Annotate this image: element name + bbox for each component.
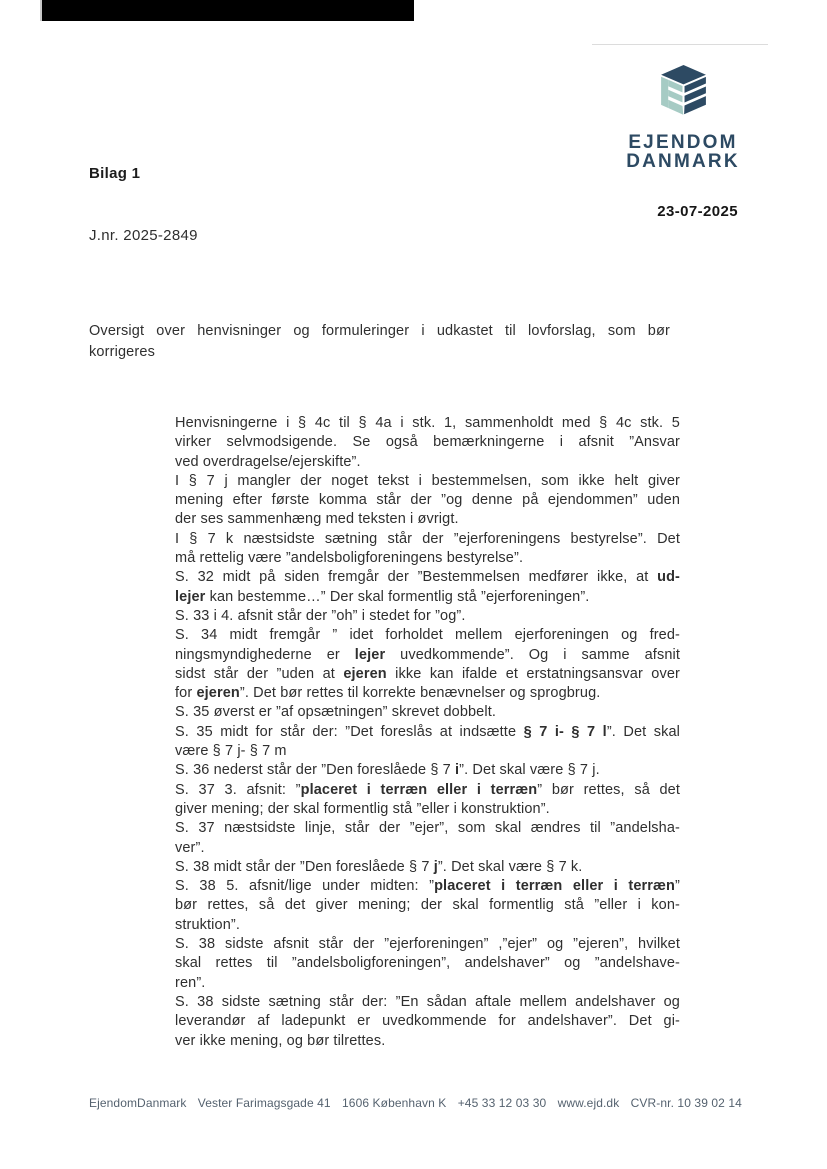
body-line: ren”. bbox=[175, 974, 206, 991]
body-line: virker selvmodsigende. Se også bemærkningerne i afsnit ”Ansvar bbox=[175, 434, 680, 451]
body-line: for ejeren”. Det bør rettes til korrekte benævnelser og sprogbrug. bbox=[175, 685, 601, 702]
body-line: S. 33 i 4. afsnit står der ”oh” i stedet for ”og”. bbox=[175, 607, 466, 624]
body-line: ver”. bbox=[175, 839, 205, 856]
attachment-label: Bilag 1 bbox=[89, 165, 141, 182]
body-line: Henvisningerne i § 4c til § 4a i stk. 1, sammenholdt med § 4c stk. 5 bbox=[175, 415, 680, 431]
footer bbox=[89, 1096, 742, 1110]
redaction-bar bbox=[40, 0, 414, 21]
body-line: ved overdragelse/ejerskifte”. bbox=[175, 453, 361, 470]
body-line: skal rettes til ”andelsboligforeningen”, andelshaver” og ”andelshave- bbox=[175, 955, 680, 972]
logo bbox=[610, 64, 756, 171]
footer-item: EjendomDanmark bbox=[89, 1096, 187, 1110]
body-line: S. 37 3. afsnit: ”placeret i terræn eller i terræn” bør rettes, så det bbox=[175, 781, 681, 798]
body-line: S. 38 sidste sætning står der: ”En sådan aftale mellem andelshaver og bbox=[175, 993, 680, 1010]
body-line: S. 38 midt står der ”Den foreslåede § 7 j”. Det skal være § 7 k. bbox=[175, 858, 583, 875]
body-line: S. 32 midt på siden fremgår der ”Bestemmelsen medfører ikke, at ud- bbox=[175, 569, 680, 586]
body-line: giver mening; der skal formentlig stå ”eller i konstruktion”. bbox=[175, 800, 550, 817]
body-line: være § 7 j- § 7 m bbox=[175, 743, 287, 760]
footer-item: 1606 København K bbox=[342, 1096, 447, 1110]
body-line: S. 37 næstsidste linje, står der ”ejer”, som skal ændres til ”andelsha- bbox=[175, 820, 680, 837]
body-line: mening efter første komma står der ”og denne på ejendommen” uden bbox=[175, 492, 680, 509]
body-line: ningsmyndighederne er lejer uvedkommende”. Og i samme afsnit bbox=[175, 646, 681, 663]
body-line: der ses sammenhæng med teksten i øvrigt. bbox=[175, 511, 459, 528]
body-line: sidst står der ”uden at ejeren ikke kan ifalde et erstatningsansvar over bbox=[175, 665, 680, 682]
top-right-divider bbox=[592, 44, 768, 45]
body-line: bør rettes, så det giver mening; der skal formentlig stå ”eller i kon- bbox=[175, 897, 680, 914]
logo-wordmark-line2: DANMARK bbox=[626, 151, 740, 172]
footer-item: +45 33 12 03 30 bbox=[457, 1096, 547, 1110]
body-line: må rettelig være ”andelsboligforeningens bestyrelse”. bbox=[175, 550, 524, 567]
body-line: I § 7 k næstsidste sætning står der ”ejerforeningens bestyrelse”. Det bbox=[175, 530, 680, 547]
body-line: ver ikke mening, og bør tilrettes. bbox=[175, 1032, 386, 1049]
body-line: S. 34 midt fremgår ” idet forholdet mellem ejerforeningen og fred- bbox=[175, 627, 680, 644]
footer-item: Vester Farimagsgade 41 bbox=[197, 1096, 331, 1110]
body-line: S. 35 øverst er ”af opsætningen” skrevet dobbelt. bbox=[175, 704, 497, 721]
footer-item: www.ejd.dk bbox=[557, 1096, 620, 1110]
document-date: 23-07-2025 bbox=[657, 203, 738, 220]
body-line: I § 7 j mangler der noget tekst i bestemmelsen, som ikke helt giver bbox=[175, 472, 680, 489]
body-line: S. 35 midt for står der: ”Det foreslås at indsætte § 7 i- § 7 l”. Det skal bbox=[175, 723, 680, 740]
intro-line: korrigeres bbox=[89, 344, 155, 360]
body-line: S. 38 sidste afsnit står der ”ejerforeningen” ,”ejer” og ”ejeren”, hvilket bbox=[175, 936, 680, 953]
logo-wordmark-line1: EJENDOM bbox=[628, 132, 738, 153]
intro-paragraph bbox=[89, 321, 670, 363]
ejendom-danmark-cube-icon bbox=[655, 64, 712, 119]
footer-item: CVR-nr. 10 39 02 14 bbox=[630, 1096, 742, 1110]
body-line: lejer kan bestemme…” Der skal formentlig stå ”ejerforeningen”. bbox=[175, 588, 590, 605]
journal-number: J.nr. 2025-2849 bbox=[89, 227, 198, 244]
body-line: leverandør af ladepunkt er uvedkommende for andelshaver”. Det gi- bbox=[175, 1013, 680, 1030]
intro-line: Oversigt over henvisninger og formuleringer i udkastet til lovforslag, som bør bbox=[89, 323, 670, 339]
body-line: struktion”. bbox=[175, 916, 240, 933]
body-line: S. 36 nederst står der ”Den foreslåede § 7 i”. Det skal være § 7 j. bbox=[175, 762, 600, 779]
body-line: S. 38 5. afsnit/lige under midten: ”placeret i terræn eller i terræn” bbox=[175, 878, 680, 895]
body-text bbox=[175, 414, 680, 1051]
